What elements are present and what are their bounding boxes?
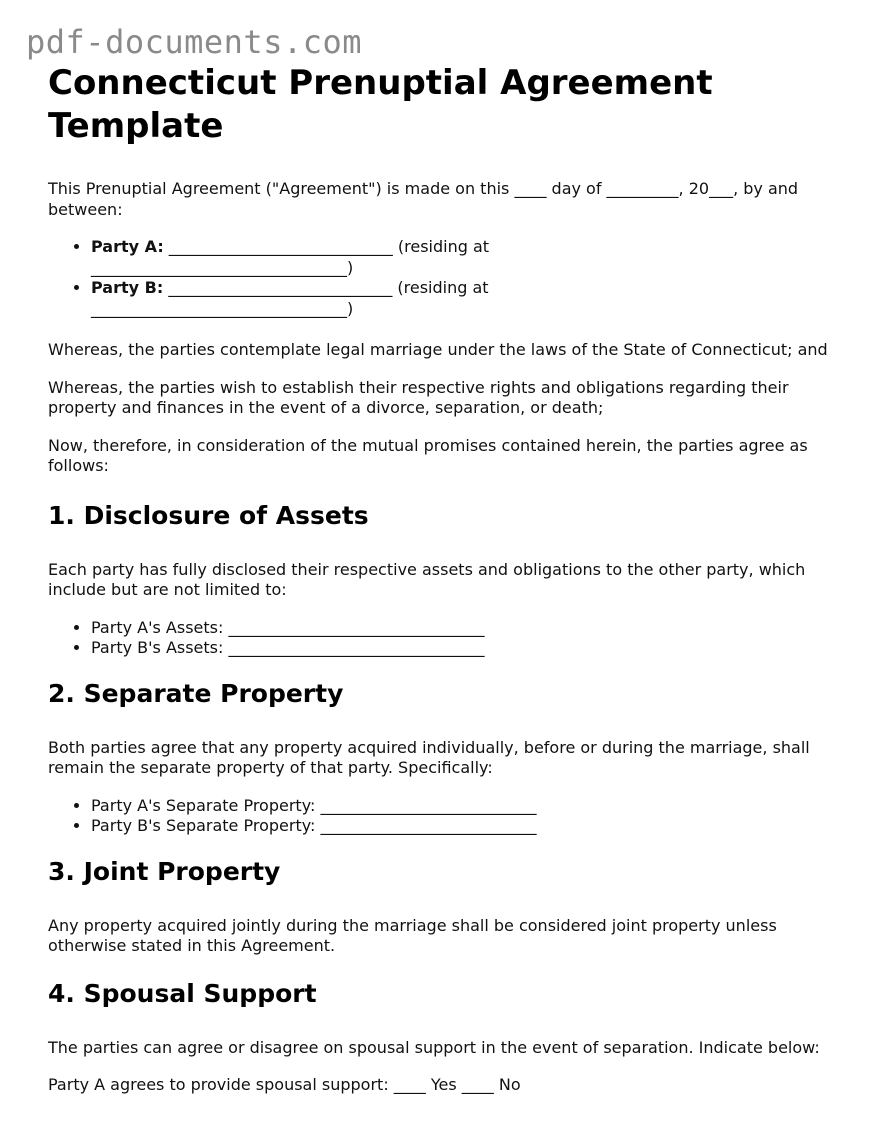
joint-property-paragraph: Any property acquired jointly during the marriage shall be considered joint property unless otherwise stated in this Agreement. xyxy=(48,915,777,955)
intro-paragraph: This Prenuptial Agreement ("Agreement") is made on this ____ day of _________, 20___, by and between: xyxy=(48,179,799,219)
list-item: • Party A's Separate Property: ___________________________ xyxy=(91,796,848,817)
parties-list xyxy=(48,237,611,319)
party-b-label: Party B: xyxy=(91,278,164,297)
party-b-item xyxy=(91,278,611,319)
section-heading-disclosure: 1. Disclosure of Assets xyxy=(48,500,369,530)
spousal-support-paragraph: The parties can agree or disagree on spousal support in the event of separation. Indicate below: xyxy=(48,1037,820,1057)
disclosure-list xyxy=(48,618,848,659)
now-therefore-paragraph: Now, therefore, in consideration of the mutual promises contained herein, the parties agree as follows: xyxy=(48,435,808,475)
party-a-item xyxy=(91,237,611,278)
disclosure-paragraph: Each party has fully disclosed their respective assets and obligations to the other party, which include but are not limited to: xyxy=(48,559,806,599)
list-item: • Party B's Assets: ________________________________ xyxy=(91,638,848,659)
party-a-label: Party A: xyxy=(91,237,164,256)
party-b-blank: ____________________________ (residing at ________________________________) xyxy=(91,278,489,318)
list-item: • Party A's Assets: ________________________________ xyxy=(91,618,848,639)
list-item: • Party B's Separate Property: ___________________________ xyxy=(91,816,848,837)
document-title: Connecticut Prenuptial Agreement Template xyxy=(48,63,713,146)
party-a-blank: ____________________________ (residing at ________________________________) xyxy=(91,237,490,277)
whereas-paragraph-2: Whereas, the parties wish to establish their respective rights and obligations regarding their property and finances in the event of a divorce, separation, or death; xyxy=(48,377,789,417)
section-heading-spousal-support: 4. Spousal Support xyxy=(48,978,317,1008)
whereas-paragraph-1: Whereas, the parties contemplate legal marriage under the laws of the State of Connecticut; and xyxy=(48,340,828,359)
document-body xyxy=(48,62,848,1113)
section-heading-joint-property: 3. Joint Property xyxy=(48,856,281,886)
separate-property-list xyxy=(48,796,848,837)
party-a-support-line: Party A agrees to provide spousal support: ____ Yes ____ No xyxy=(48,1075,521,1094)
section-heading-separate-property: 2. Separate Property xyxy=(48,678,344,708)
separate-property-paragraph: Both parties agree that any property acquired individually, before or during the marriage, shall remain the separate property of that party. Specifically: xyxy=(48,737,810,777)
watermark: pdf-documents.com xyxy=(26,23,363,61)
